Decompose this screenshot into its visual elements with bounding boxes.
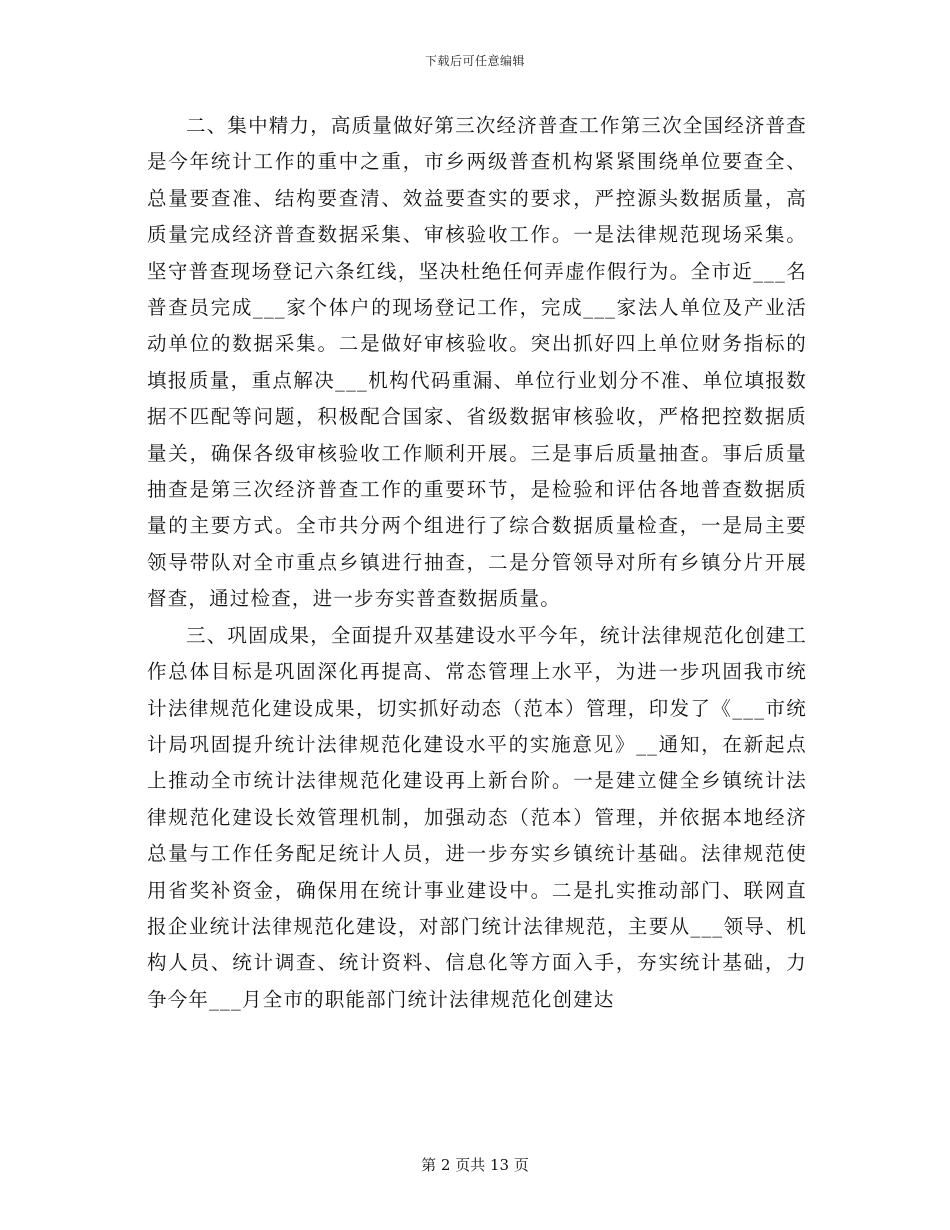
page-number: 第 2 页共 13 页 xyxy=(421,1156,529,1174)
page-header: 下载后可任意编辑 xyxy=(424,54,525,68)
paragraph-section-two: 二、集中精力，高质量做好第三次经济普查工作第三次全国经济普查是今年统计工作的重中之重，市乡两级普查机构紧紧围绕单位要查全、总量要查准、结构要查清、效益要查实的要求，严控源头数据质量，高质量完成经济普查数据采集、审核验收工作。一是法律规范现场采集。坚守普查现场登记六条红线，坚决杜绝任何弄虚作假行为。全市近___名普查员完成___家个体户的现场登记工作，完成___家法人单位及产业活动单位的数据采集。二是做好审核验收。突出抓好四上单位财务指标的填报质量，重点解决___机构代码重漏、单位行业划分不准、单位填报数据不匹配等问题，积极配合国家、省级数据审核验收，严格把控数据质量关，确保各级审核验收工作顺利开展。三是事后质量抽查。事后质量抽查是第三次经济普查工作的重要环节，是检验和评估各地普查数据质量的主要方式。全市共分两个组进行了综合数据质量检查，一是局主要领导带队对全市重点乡镇进行抽查，二是分管领导对所有乡镇分片开展督查，通过检查，进一步夯实普查数据质量。 xyxy=(147,114,808,611)
document-body xyxy=(147,108,807,1018)
paragraph-section-three: 三、巩固成果，全面提升双基建设水平今年，统计法律规范化创建工作总体目标是巩固深化再提高、常态管理上水平，为进一步巩固我市统计法律规范化建设成果，切实抓好动态（范本）管理，印发了《___市统计局巩固提升统计法律规范化建设水平的实施意见》__通知，在新起点上推动全市统计法律规范化建设再上新台阶。一是建立健全乡镇统计法律规范化建设长效管理机制，加强动态（范本）管理，并依据本地经济总量与工作任务配足统计人员，进一步夯实乡镇统计基础。法律规范使用省奖补资金，确保用在统计事业建设中。二是扎实推动部门、联网直报企业统计法律规范化建设，对部门统计法律规范，主要从___领导、机构人员、统计调查、统计资料、信息化等方面入手，夯实统计基础，力争今年___月全市的职能部门统计法律规范化创建达 xyxy=(147,623,808,1011)
